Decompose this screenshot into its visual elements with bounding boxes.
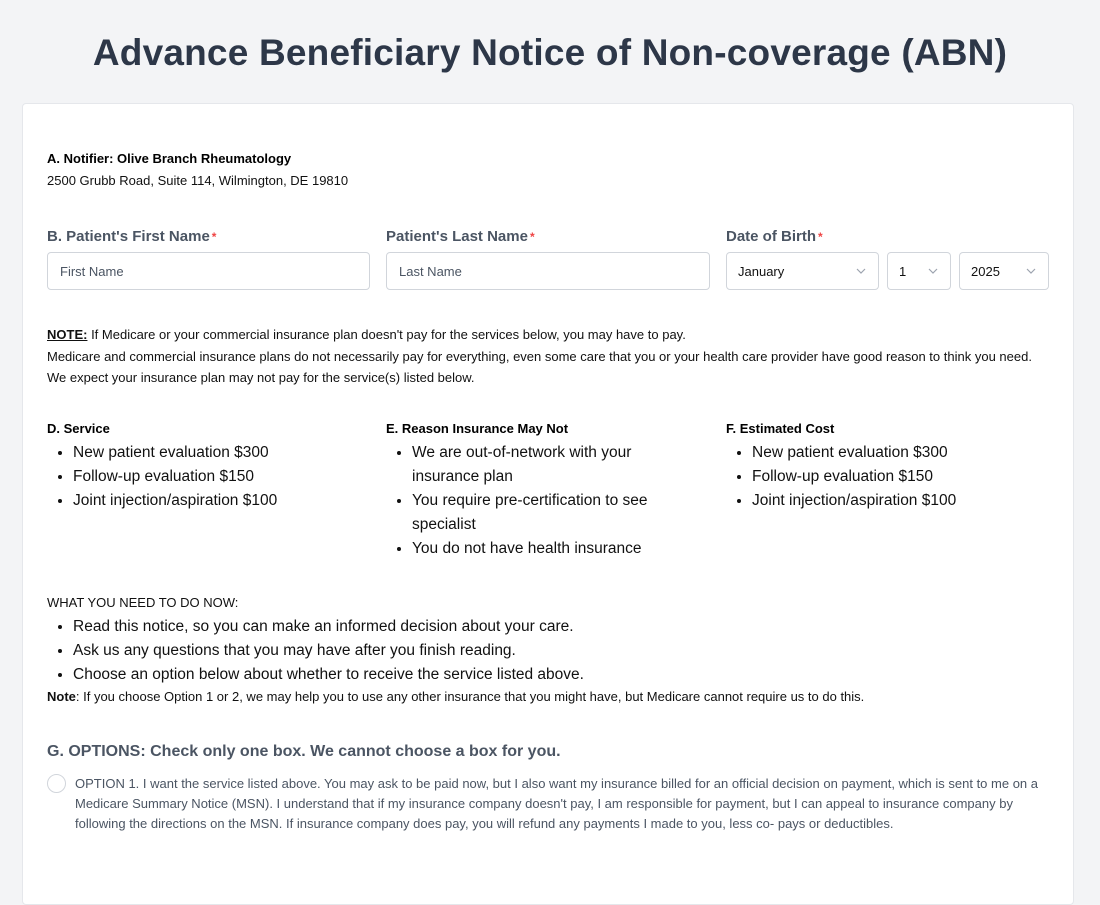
cost-list xyxy=(726,441,1052,513)
todo-note-text: : If you choose Option 1 or 2, we may help you to use any other insurance that you might have, but Medicare cannot require us to do this. xyxy=(75,689,865,704)
list-item: • Joint injection/aspiration $100 xyxy=(73,489,373,513)
list-item: • Joint injection/aspiration $100 xyxy=(752,489,1052,513)
last-name-input[interactable] xyxy=(386,252,710,290)
dob-year-value: 2025 xyxy=(971,263,1000,279)
dob-day-select[interactable] xyxy=(887,252,951,290)
list-item: • We are out-of-network with your insurance plan xyxy=(412,441,702,489)
todo-list xyxy=(47,615,973,687)
list-item: • New patient evaluation $300 xyxy=(752,441,1052,465)
first-name-label-text: B. Patient's First Name xyxy=(47,228,210,245)
reason-list xyxy=(386,441,702,561)
options-title: G. OPTIONS: Check only one box. We cannot choose a box for you. xyxy=(47,743,561,760)
required-mark: * xyxy=(818,230,823,244)
dob-day-value: 1 xyxy=(899,263,907,279)
notice-label: NOTE: xyxy=(47,327,88,342)
required-mark: * xyxy=(529,230,535,244)
todo-title: WHAT YOU NEED TO DO NOW: xyxy=(47,595,239,610)
abn-form-card xyxy=(22,103,1074,905)
list-item: • Follow-up evaluation $150 xyxy=(752,465,1052,489)
notice-line-2: Medicare and commercial insurance plans do not necessarily pay for everything, even some care that you or your health care provider have good reason to think you need. We expect your insurance plan may not pay for the service(s) listed below. xyxy=(47,348,1032,385)
dob-label-text: Date of Birth xyxy=(726,228,816,245)
notifier-title: A. Notifier: Olive Branch Rheumatology xyxy=(47,151,292,166)
coverage-notice xyxy=(47,324,1049,389)
last-name-label-text: Patient's Last Name xyxy=(386,228,528,245)
dob-label xyxy=(726,228,823,245)
option-1-radio[interactable] xyxy=(47,774,66,793)
first-name-input[interactable] xyxy=(47,252,370,290)
list-item: • You do not have health insurance xyxy=(412,537,702,561)
service-title: D. Service xyxy=(47,421,110,436)
chevron-down-icon xyxy=(1025,265,1037,277)
first-name-label xyxy=(47,228,216,245)
todo-note xyxy=(47,689,864,704)
last-name-label xyxy=(386,228,535,245)
list-item: • Choose an option below about whether to receive the service listed above. xyxy=(73,663,973,687)
reason-title: E. Reason Insurance May Not xyxy=(386,421,569,436)
required-mark: * xyxy=(211,230,217,244)
list-item: • New patient evaluation $300 xyxy=(73,441,373,465)
service-list xyxy=(47,441,373,513)
list-item: • You require pre-certification to see specialist xyxy=(412,489,702,537)
list-item: • Ask us any questions that you may have after you finish reading. xyxy=(73,639,973,663)
dob-month-value: January xyxy=(738,263,785,279)
dob-month-select[interactable] xyxy=(726,252,879,290)
notifier-address: 2500 Grubb Road, Suite 114, Wilmington, DE 19810 xyxy=(47,173,349,188)
list-item: • Follow-up evaluation $150 xyxy=(73,465,373,489)
todo-note-label: Note xyxy=(47,689,76,704)
list-item: • Read this notice, so you can make an informed decision about your care. xyxy=(73,615,973,639)
chevron-down-icon xyxy=(855,265,867,277)
chevron-down-icon xyxy=(927,265,939,277)
dob-year-select[interactable] xyxy=(959,252,1049,290)
option-1-text[interactable]: OPTION 1. I want the service listed above. You may ask to be paid now, but I also want my insurance billed for an official decision on payment, which is sent to me on a Medicare Summary Notice (MSN). I understand that if my insurance company doesn't pay, I am responsible for payment, but I can appeal to insurance company by following the directions on the MSN. If insurance company does pay, you will refund any payments I made to you, less co- pays or deductibles. xyxy=(75,776,1038,831)
page-title: Advance Beneficiary Notice of Non-coverage (ABN) xyxy=(92,32,1008,73)
notice-line-1: If Medicare or your commercial insurance plan doesn't pay for the services below, you may have to pay. xyxy=(87,327,686,342)
cost-title: F. Estimated Cost xyxy=(726,421,835,436)
